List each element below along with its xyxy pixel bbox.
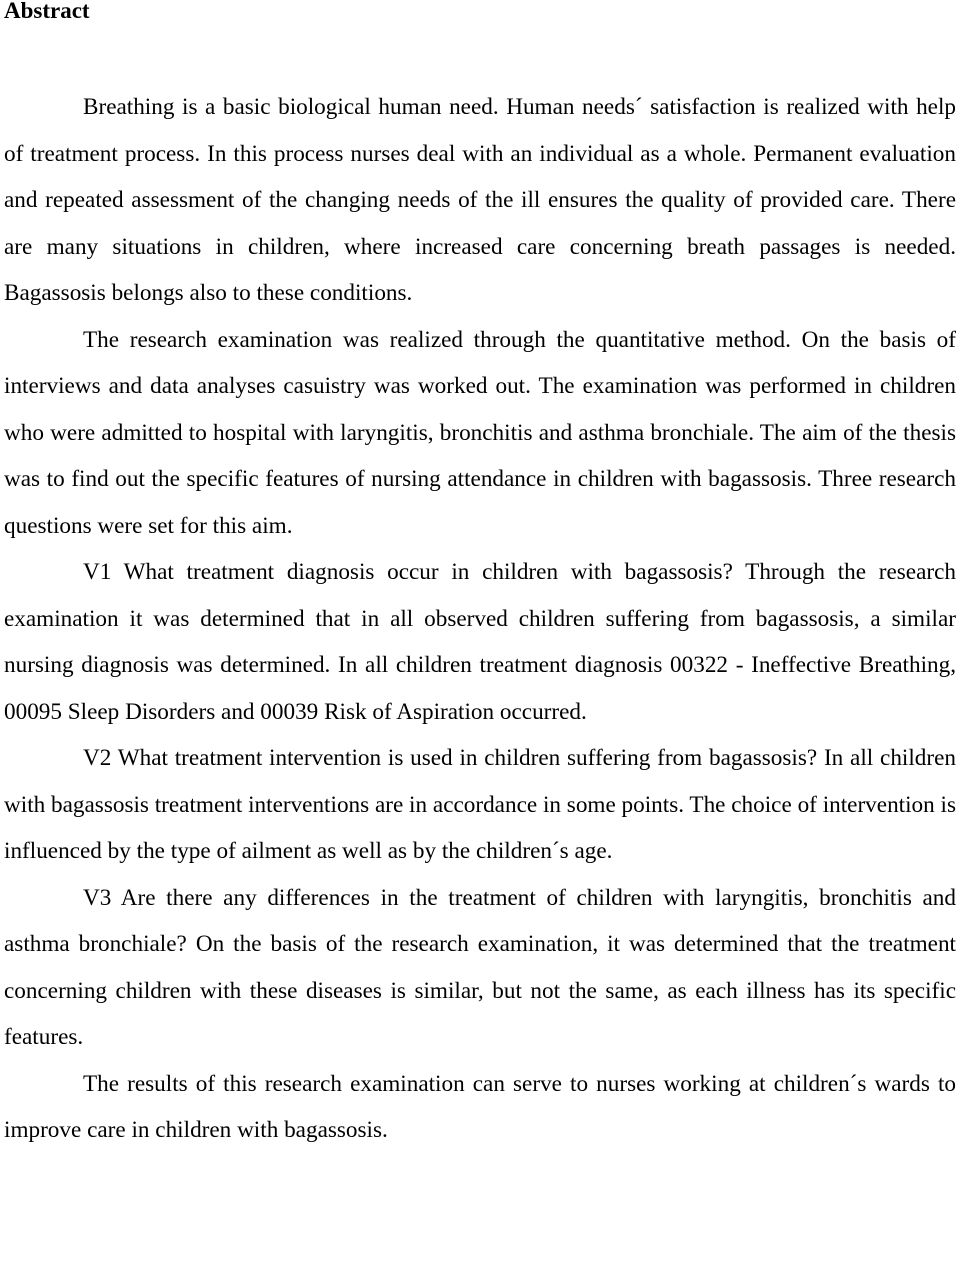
paragraph-conclusion: The results of this research examination can serve to nurses working at children´s wards to improve care in children with bagassosis. <box>4 1070 956 1143</box>
abstract-body <box>4 84 956 1154</box>
paragraph-question-2: V2 What treatment intervention is used in children suffering from bagassosis? In all children with bagassosis treatment interventions are in accordance in some points. The choice of intervention is influenced by the type of ailment as well as by the children´s age. <box>4 745 956 864</box>
paragraph-question-3: V3 Are there any differences in the treatment of children with laryngitis, bronchitis and asthma bronchiale? On the basis of the research examination, it was determined that the treatment concerning children with these diseases is similar, but not the same, as each illness has its specific features. <box>4 884 956 1050</box>
paragraph-introduction: Breathing is a basic biological human need. Human needs´ satisfaction is realized with help of treatment process. In this process nurses deal with an individual as a whole. Permanent evaluation and repeated assessment of the changing needs of the ill ensures the quality of provided care. There are many situations in children, where increased care concerning breath passages is needed. Bagassosis belongs also to these conditions. <box>4 94 956 306</box>
paragraph-question-1: V1 What treatment diagnosis occur in children with bagassosis? Through the research examination it was determined that in all observed children suffering from bagassosis, a similar nursing diagnosis was determined. In all children treatment diagnosis 00322 - Ineffective Breathing, 00095 Sleep Disorders and 00039 Risk of Aspiration occurred. <box>4 559 956 725</box>
paragraph-method: The research examination was realized through the quantitative method. On the basis of interviews and data analyses casuistry was worked out. The examination was performed in children who were admitted to hospital with laryngitis, bronchitis and asthma bronchiale. The aim of the thesis was to find out the specific features of nursing attendance in children with bagassosis. Three research questions were set for this aim. <box>4 326 956 539</box>
abstract-heading: Abstract <box>4 0 90 23</box>
